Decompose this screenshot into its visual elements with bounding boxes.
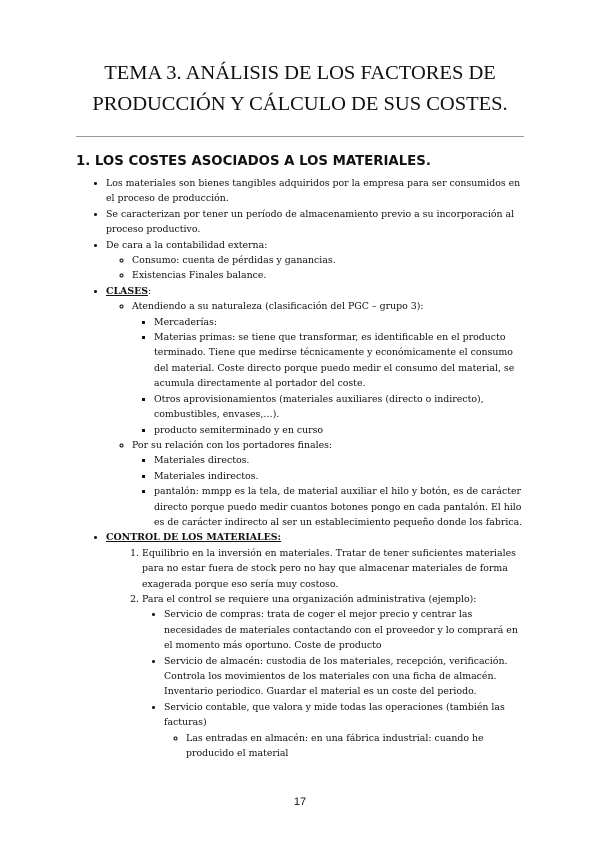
list-item bbox=[106, 530, 526, 761]
list-item: ▪ Otros aprovisionamientos (materiales auxiliares (directo o indirecto), combustibles, envases,…). bbox=[154, 392, 526, 423]
list-item: • Los materiales son bienes tangibles adquiridos por la empresa para ser consumidos en el proceso de producción. bbox=[106, 176, 526, 207]
clases-label: CLASES bbox=[106, 285, 149, 297]
list-item: • Se caracterizan por tener un período de almacenamiento previo a su incorporación al proceso productivo. bbox=[106, 207, 526, 238]
list-item: ▪ pantalón: mmpp es la tela, de material auxiliar el hilo y botón, es de carácter directo porque puedo medir cuantos botones pongo en cada pantalón. El hilo es de carácter indirecto al ser un establecimiento pequeño donde los fabrica. bbox=[154, 484, 526, 530]
page-title bbox=[60, 58, 540, 120]
list-item: ◦ Consumo: cuenta de pérdidas y ganancias. bbox=[132, 253, 526, 268]
list-item: ▪ Mercaderías: bbox=[154, 315, 526, 330]
list-item: ▪ producto semiterminado y en curso bbox=[154, 423, 526, 438]
sub-list bbox=[106, 299, 526, 530]
list-item: • Servicio de almacén: custodia de los materiales, recepción, verificación. Controla los movimientos de los materiales con una ficha de almacén. Inventario periodico. Guardar el material es un coste del periodo. bbox=[164, 654, 526, 700]
sub-sub-list bbox=[132, 453, 526, 530]
list-item: • Servicio contable, que valora y mide todas las operaciones (también las facturas) ◦ Las entradas en almacén: en una fábrica industrial: cuando he producido el material bbox=[164, 700, 526, 762]
list-item: ▪ Materiales directos. bbox=[154, 453, 526, 468]
list-item: • De cara a la contabilidad externa: ◦ Consumo: cuenta de pérdidas y ganancias. ◦ Existencias Finales balance. bbox=[106, 238, 526, 284]
numbered-list bbox=[106, 546, 526, 762]
list-item: ◦ Existencias Finales balance. bbox=[132, 268, 526, 283]
sub-sub-list bbox=[142, 607, 526, 761]
list-item: ◦ Las entradas en almacén: en una fábrica industrial: cuando he producido el material bbox=[186, 731, 526, 762]
list-item: • Servicio de compras: trata de coger el mejor precio y centrar las necesidades de materiales contactando con el proveedor y lo comprará en el momento más oportuno. Coste de producto bbox=[164, 607, 526, 653]
control-label: CONTROL DE LOS MATERIALES: bbox=[106, 532, 281, 544]
list-item: 1. Equilibrio en la inversión en materiales. Tratar de tener suficientes materiales para no estar fuera de stock pero no hay que almacenar materiales de forma exagerada porque eso sería muy costoso. bbox=[142, 546, 526, 592]
list-item: • CLASES: ◦ Atendiendo a su naturaleza (clasificación del PGC – grupo 3): ▪ Mercaderías: ▪ Materias primas: se tiene que transformar, es identificable en el producto terminado. Tiene que medirse técnicamente y económicamente el consumo del material. Coste directo porque puedo medir el consumo del material, se acumula directamente al portador del coste. ▪ Otros aprovisionamientos (materiales auxiliares (directo o indirecto), combustibles, envases,…). ▪ producto semiterminado y en curso ◦ Por su relación con los portadores finales: ▪ Materiales directos. ▪ Materiales indirectos. ▪ pantalón: mmpp es la tela, de material auxiliar el hilo y botón, es de carácter directo porque puedo medir cuantos botones pongo en cada pantalón. El hilo es de carácter indirecto al ser un establecimiento pequeño donde los fabrica. bbox=[106, 284, 526, 531]
sub-sub-sub-list bbox=[164, 731, 526, 762]
sub-sub-list bbox=[132, 315, 526, 438]
list-item: ▪ Materias primas: se tiene que transformar, es identificable en el producto terminado. Tiene que medirse técnicamente y económicamente el consumo del material. Coste directo porque puedo medir el consumo del material, se acumula directamente al portador del coste. bbox=[154, 330, 526, 392]
horizontal-divider bbox=[76, 136, 524, 137]
list-item: ◦ Por su relación con los portadores finales: ▪ Materiales directos. ▪ Materiales indirectos. ▪ pantalón: mmpp es la tela, de material auxiliar el hilo y botón, es de carácter directo porque puedo medir cuantos botones pongo en cada pantalón. El hilo es de carácter indirecto al ser un establecimiento pequeño donde los fabrica. bbox=[132, 438, 526, 530]
list-item: ▪ Materiales indirectos. bbox=[154, 469, 526, 484]
list-item: ◦ Atendiendo a su naturaleza (clasificación del PGC – grupo 3): ▪ Mercaderías: ▪ Materias primas: se tiene que transformar, es identificable en el producto terminado. Tiene que medirse técnicamente y económicamente el consumo del material. Coste directo porque puedo medir el consumo del material, se acumula directamente al portador del coste. ▪ Otros aprovisionamientos (materiales auxiliares (directo o indirecto), combustibles, envases,…). ▪ producto semiterminado y en curso bbox=[132, 299, 526, 438]
title-line-2: PRODUCCIÓN Y CÁLCULO DE SUS COSTES. bbox=[92, 93, 508, 115]
document-body bbox=[0, 176, 600, 761]
page-number: 17 bbox=[293, 796, 307, 808]
list-item: 2. Para el control se requiere una organización administrativa (ejemplo): • Servicio de compras: trata de coger el mejor precio y centrar las necesidades de materiales contactando con el proveedor y lo comprará en el momento más oportuno. Coste de producto • Servicio de almacén: custodia de los materiales, recepción, verificación. Controla los movimientos de los materiales con una ficha de almacén. Inventario periodico. Guardar el material es un coste del periodo. • Servicio contable, que valora y mide todas las operaciones (también las facturas) ◦ Las entradas en almacén: en una fábrica industrial: cuando he producido el material bbox=[142, 592, 526, 761]
sub-list bbox=[106, 253, 526, 284]
main-bullet-list bbox=[0, 176, 526, 761]
section-heading: 1. LOS COSTES ASOCIADOS A LOS MATERIALES. bbox=[76, 154, 431, 169]
title-line-1: TEMA 3. ANÁLISIS DE LOS FACTORES DE bbox=[104, 62, 496, 84]
